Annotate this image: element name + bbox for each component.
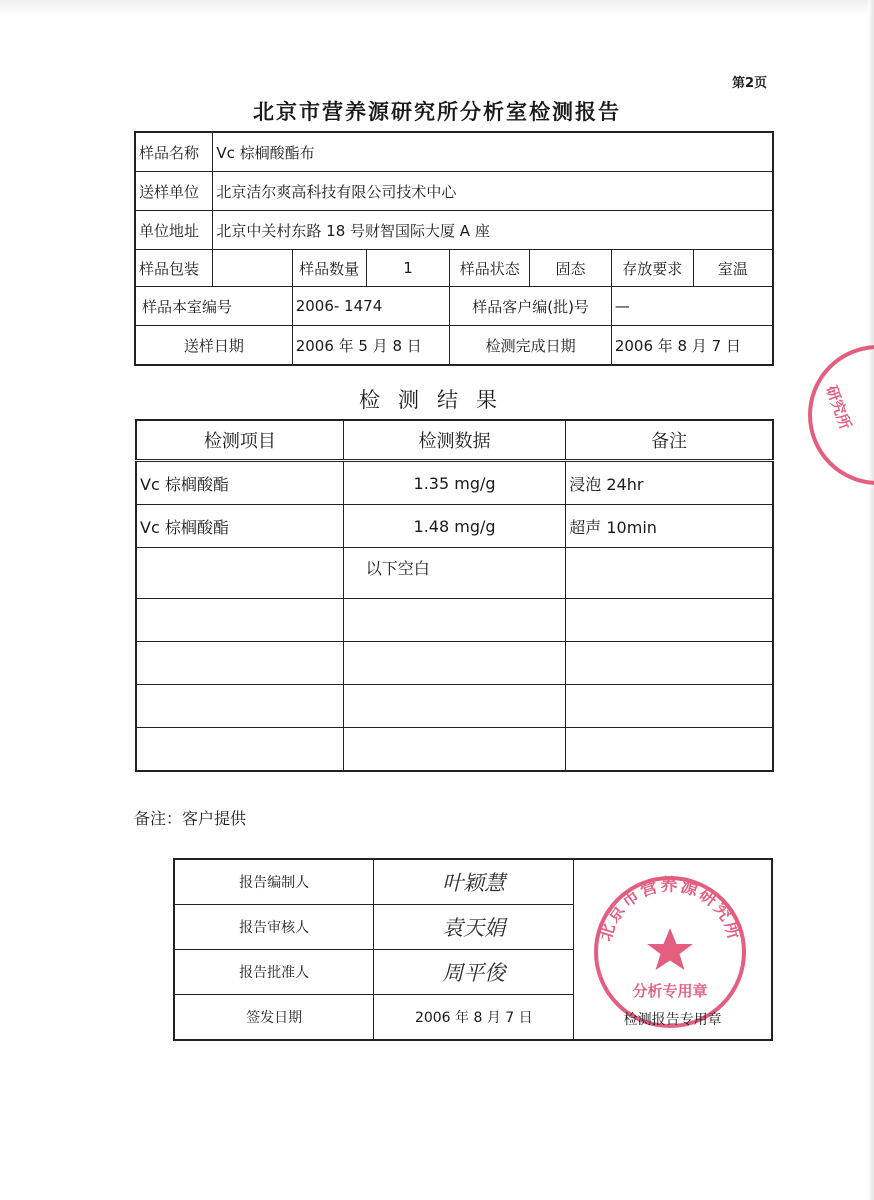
sender-value: 北京洁尔爽高科技有限公司技术中心 — [213, 172, 773, 211]
table-row — [136, 685, 773, 728]
remark-text: 备注：客户提供 — [134, 809, 247, 828]
result-note — [566, 642, 773, 685]
sample-detail-row — [135, 250, 773, 287]
address-label: 单位地址 — [135, 211, 213, 250]
compiler-label: 报告编制人 — [174, 859, 374, 905]
result-note — [566, 685, 773, 728]
table-row — [136, 505, 773, 548]
sample-info-table — [134, 131, 774, 366]
approver-signature — [374, 950, 574, 995]
result-note — [566, 599, 773, 642]
reviewer-label: 报告审核人 — [174, 905, 374, 950]
sample-name-value: Vc 棕榈酸酯布 — [213, 132, 773, 172]
seal-outer-text: 北京市营养源研究所 — [595, 875, 745, 944]
sample-name-row — [135, 132, 773, 172]
sample-number-row — [135, 287, 773, 326]
result-item: Vc 棕榈酸酯 — [136, 461, 343, 505]
result-data: 以下空白 — [343, 548, 566, 599]
table-row — [136, 728, 773, 772]
address-row — [135, 211, 773, 250]
table-row — [136, 461, 773, 505]
edge-seal — [800, 340, 874, 490]
packaging-value — [213, 250, 292, 287]
result-data — [343, 728, 566, 772]
result-data: 1.48 mg/g — [343, 505, 566, 548]
report-title: 北京市营养源研究所分析室检测报告 — [253, 100, 621, 124]
sender-label: 送样单位 — [135, 172, 213, 211]
table-row — [136, 548, 773, 599]
star-icon — [647, 928, 693, 970]
stamp-caption: 检测报告专用章 — [623, 1012, 722, 1028]
page-number: 第2页 — [732, 76, 768, 91]
result-item — [136, 728, 343, 772]
issue-date-label: 签发日期 — [174, 995, 374, 1041]
sample-name-label: 样品名称 — [135, 132, 213, 172]
result-data — [343, 642, 566, 685]
signature-table — [173, 858, 773, 1041]
issue-date-value: 2006 年 8 月 7 日 — [374, 995, 574, 1041]
result-note — [566, 728, 773, 772]
table-row — [136, 642, 773, 685]
lab-number-label: 样品本室编号 — [135, 287, 292, 326]
packaging-label: 样品包装 — [135, 250, 213, 287]
column-header-item: 检测项目 — [136, 420, 343, 461]
scan-edge — [868, 0, 874, 1200]
result-item: Vc 棕榈酸酯 — [136, 505, 343, 548]
results-heading: 检测结果 — [359, 388, 515, 412]
stamp-cell — [574, 859, 772, 1040]
edge-seal-text: 研究所 — [822, 383, 855, 432]
result-item — [136, 599, 343, 642]
quantity-value: 1 — [366, 250, 450, 287]
client-number-label: 样品客户编(批)号 — [450, 287, 611, 326]
date-row — [135, 326, 773, 366]
send-date-value: 2006 年 5 月 8 日 — [292, 326, 450, 366]
state-label: 样品状态 — [450, 250, 530, 287]
result-note — [566, 548, 773, 599]
results-table — [135, 419, 774, 772]
quantity-label: 样品数量 — [292, 250, 366, 287]
table-row — [136, 599, 773, 642]
lab-number-value: 2006- 1474 — [292, 287, 450, 326]
result-data — [343, 599, 566, 642]
column-header-data: 检测数据 — [343, 420, 566, 461]
handwritten-signature: 叶颖慧 — [442, 871, 506, 895]
storage-label: 存放要求 — [611, 250, 693, 287]
results-header-row — [136, 420, 773, 461]
column-header-note: 备注 — [566, 420, 773, 461]
finish-date-value: 2006 年 8 月 7 日 — [611, 326, 773, 366]
result-item — [136, 642, 343, 685]
result-note: 浸泡 24hr — [566, 461, 773, 505]
sender-row — [135, 172, 773, 211]
storage-value: 室温 — [693, 250, 773, 287]
reviewer-signature — [374, 905, 574, 950]
official-seal — [588, 870, 752, 1034]
seal-inner-text: 分析专用章 — [632, 982, 708, 1000]
scan-artifact — [0, 0, 874, 14]
result-item — [136, 548, 343, 599]
state-value: 固态 — [530, 250, 612, 287]
result-data — [343, 685, 566, 728]
finish-date-label: 检测完成日期 — [450, 326, 611, 366]
result-data: 1.35 mg/g — [343, 461, 566, 505]
compiler-signature — [374, 859, 574, 905]
handwritten-signature: 袁天娟 — [442, 916, 506, 940]
result-note: 超声 10min — [566, 505, 773, 548]
result-item — [136, 685, 343, 728]
handwritten-signature: 周平俊 — [442, 961, 506, 985]
compiler-row — [174, 859, 772, 905]
client-number-value: — — [611, 287, 773, 326]
address-value: 北京中关村东路 18 号财智国际大厦 A 座 — [213, 211, 773, 250]
approver-label: 报告批准人 — [174, 950, 374, 995]
send-date-label: 送样日期 — [135, 326, 292, 366]
